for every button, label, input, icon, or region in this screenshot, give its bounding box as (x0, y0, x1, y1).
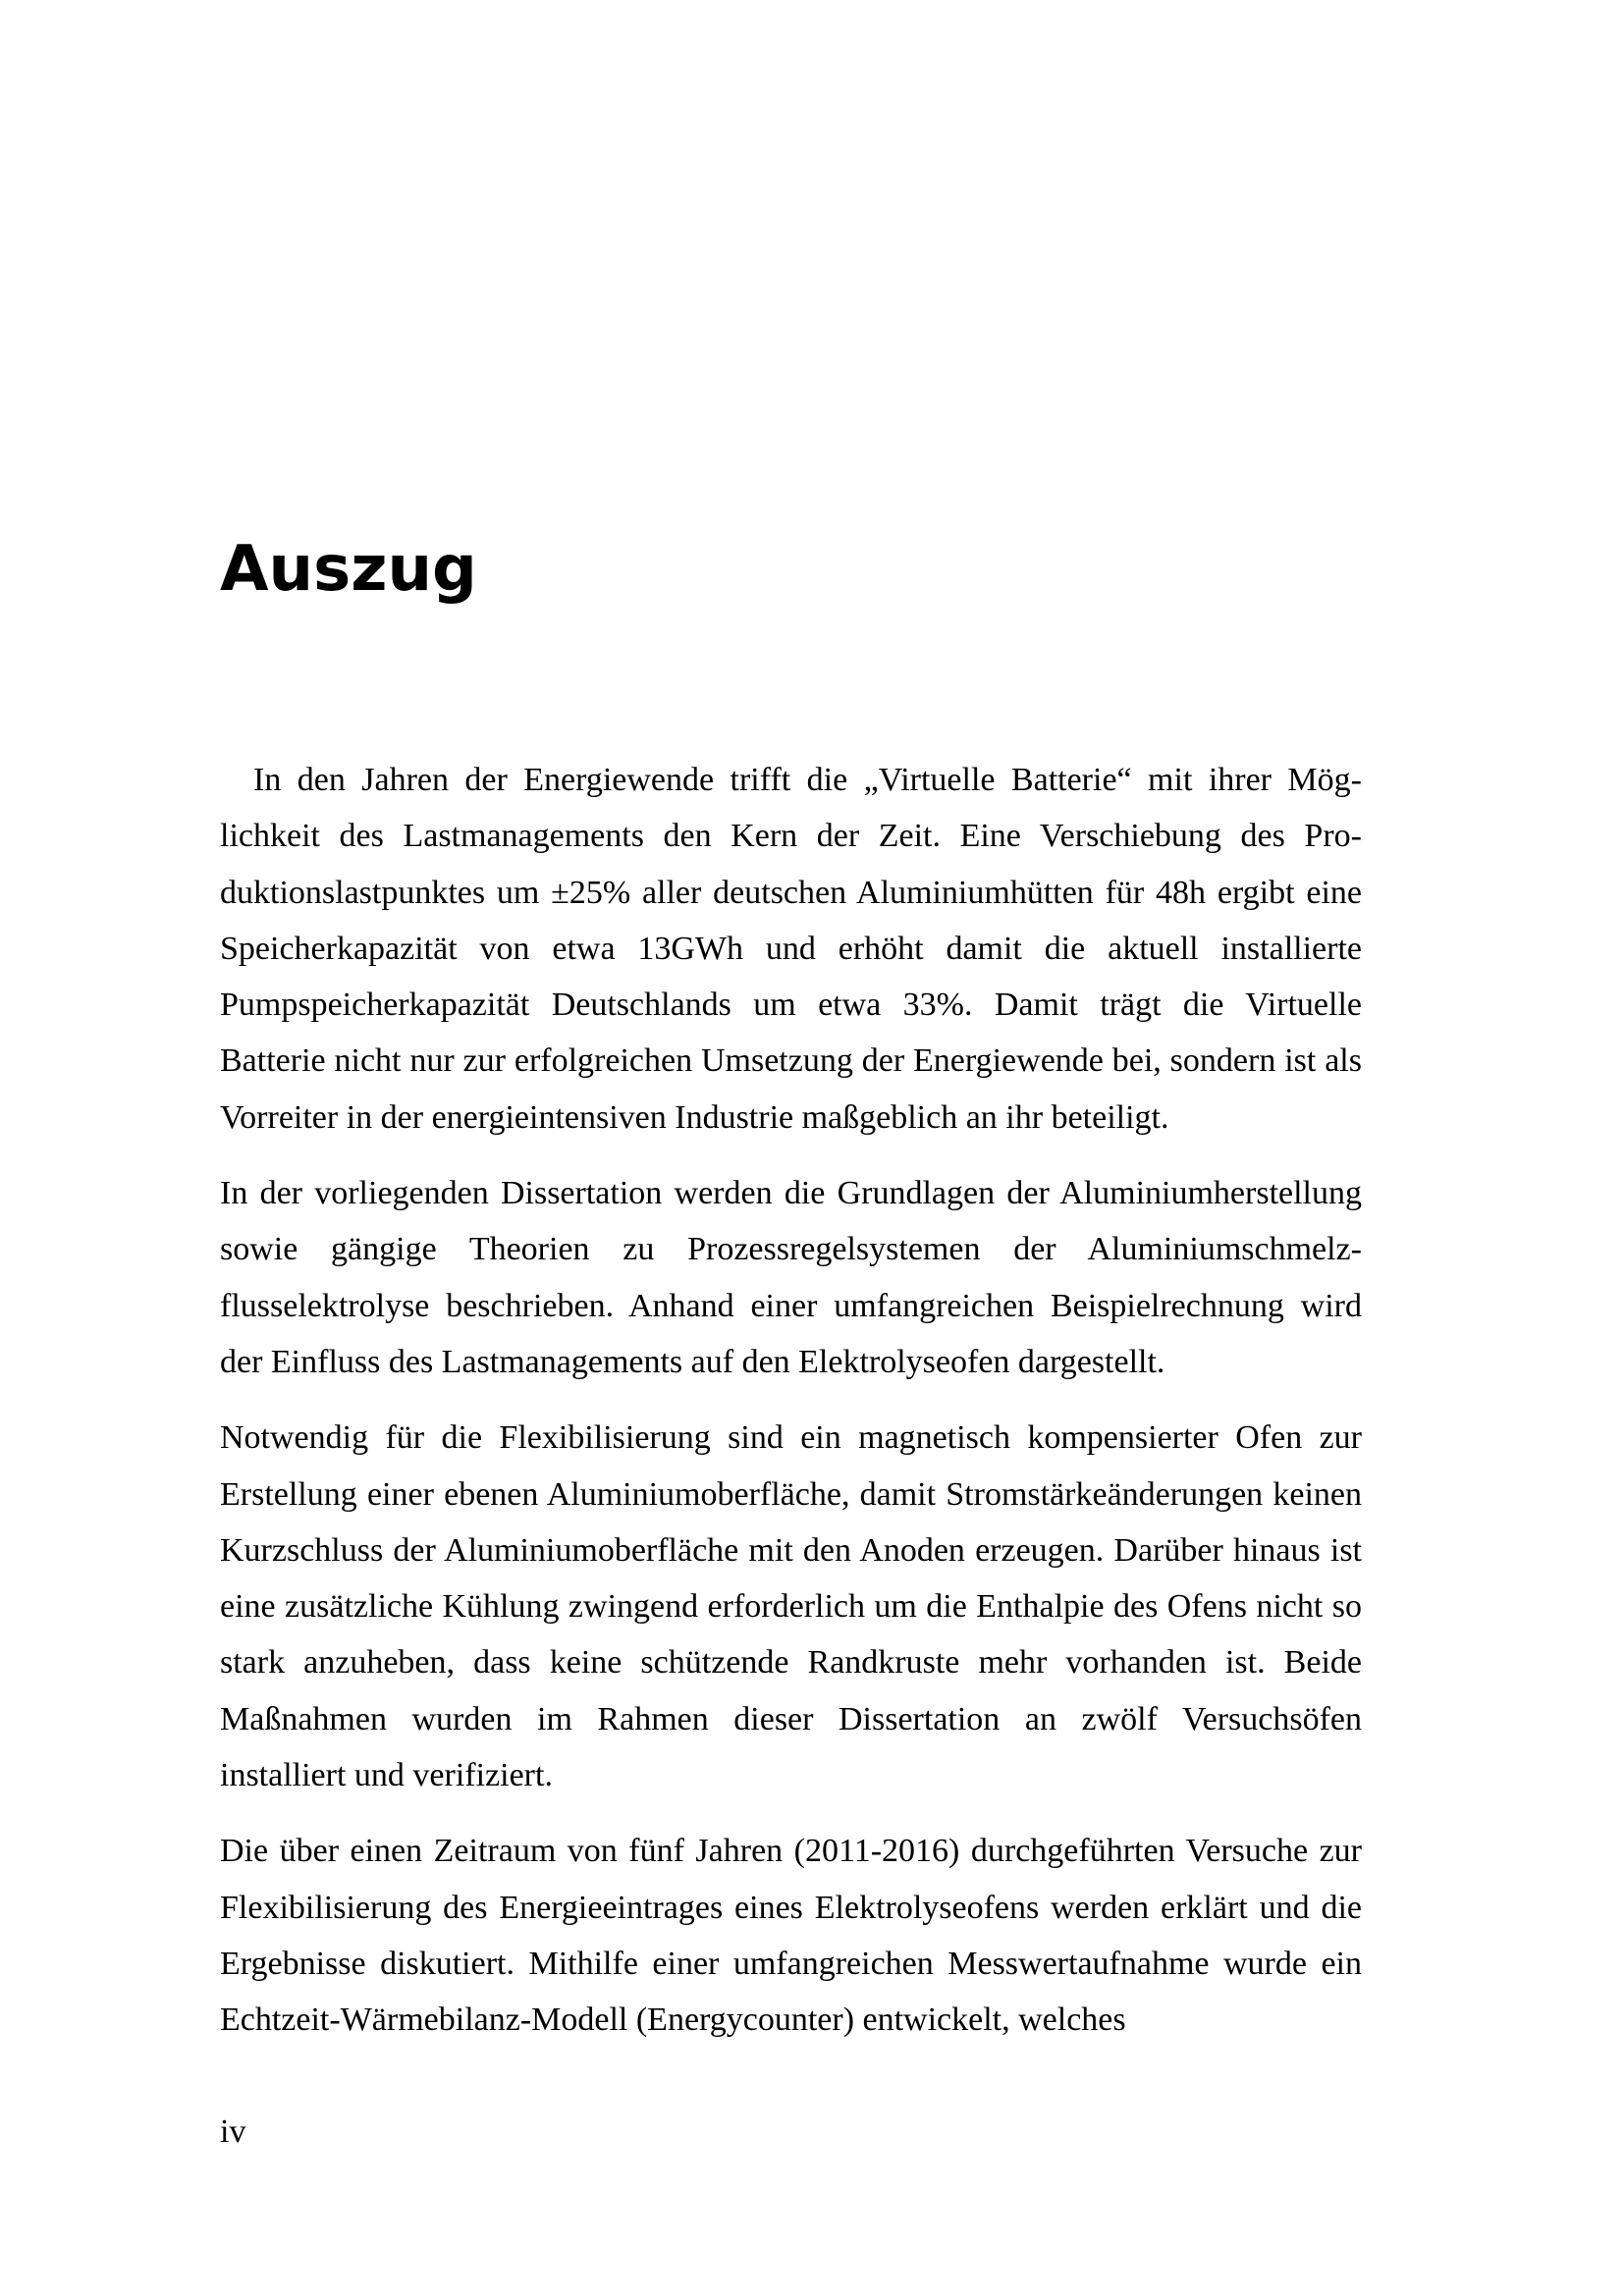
page-title: Auszug (220, 533, 477, 606)
paragraph: In der vorliegenden Dissertation werden die Grundlagen der Aluminiumherstellung sowie gängige Theorien zu Prozessregelsystemen der Aluminiumschmelzflusselektrolyse beschrieben. Anhand einer umfangreichen Beispielrechnung wird der Einfluss des Lastmanagements auf den Elektrolyseofen dargestellt. (220, 1175, 1362, 1380)
body-text (220, 752, 1362, 2068)
page-number: iv (220, 2113, 246, 2150)
paragraph: Die über einen Zeitraum von fünf Jahren (2011-2016) durchgeführten Versuche zur Flexibilisierung des Energieeintrages eines Elektrolyseofens werden erklärt und die Ergebnisse diskutiert. Mithilfe einer umfangreichen Messwertaufnahme wurde ein Echtzeit-Wärmebilanz-Modell (Energycounter) entwickelt, welches (220, 1833, 1362, 2039)
paragraph: In den Jahren der Energiewende trifft die „Virtuelle Batterie“ mit ihrer Möglichkeit des Lastmanagements den Kern der Zeit. Eine Verschiebung des Produktionslastpunktes um ±25% aller deutschen Aluminiumhütten für 48h ergibt eine Speicherkapazität von etwa 13GWh und erhöht damit die aktuell installierte Pumpspeicherkapazität Deutschlands um etwa 33%. Damit trägt die Virtuelle Batterie nicht nur zur erfolgreichen Umsetzung der Energiewende bei, sondern ist als Vorreiter in der energieintensiven Industrie maßgeblich an ihr beteiligt. (220, 762, 1362, 1136)
paragraph: Notwendig für die Flexibilisierung sind ein magnetisch kompensierter Ofen zur Erstellung einer ebenen Aluminiumoberfläche, damit Stromstärkeänderungen keinen Kurzschluss der Aluminiumoberfläche mit den Anoden erzeugen. Darüber hinaus ist eine zusätzliche Kühlung zwingend erforderlich um die Enthalpie des Ofens nicht so stark anzuheben, dass keine schützende Randkruste mehr vorhanden ist. Beide Maßnahmen wurden im Rahmen dieser Dissertation an zwölf Versuchsöfen installiert und verifiziert. (220, 1419, 1362, 1794)
